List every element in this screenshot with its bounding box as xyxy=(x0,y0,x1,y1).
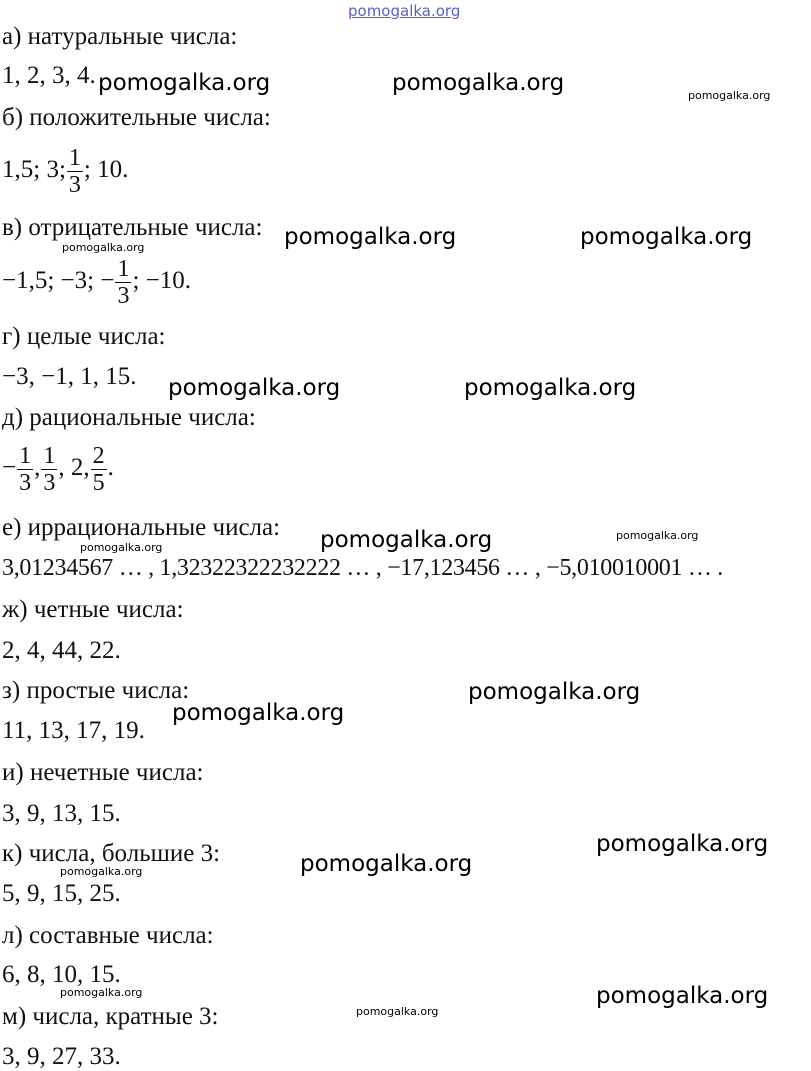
fraction-denominator: 3 xyxy=(19,470,32,496)
fraction-denominator: 3 xyxy=(68,172,81,198)
item-d-sep: , xyxy=(34,454,41,482)
item-z-values: 11, 13, 17, 19. xyxy=(2,717,145,744)
watermark: pomogalka.org xyxy=(320,527,493,553)
watermark: pomogalka.org xyxy=(356,1005,439,1018)
item-m-values: 3, 9, 27, 33. xyxy=(2,1043,121,1070)
item-g-label: г) целые числа: xyxy=(2,323,166,350)
item-d-mid: , 2, xyxy=(58,454,90,482)
item-v-values-after: ; −10. xyxy=(132,267,191,295)
watermark: pomogalka.org xyxy=(60,986,143,999)
watermark: pomogalka.org xyxy=(596,983,769,1009)
item-i-values: 3, 9, 13, 15. xyxy=(2,800,121,827)
item-e-values: 3,01234567 … , 1,32322322232222 … , −17,123456 … , −5,010010001 … . xyxy=(2,555,723,581)
item-a-label: а) натуральные числа: xyxy=(2,23,238,50)
item-v-values-before: −1,5; −3; − xyxy=(2,267,115,295)
item-d-label: д) рациональные числа: xyxy=(2,404,256,431)
fraction xyxy=(115,256,131,309)
fraction xyxy=(91,443,107,496)
item-d-end: . xyxy=(107,454,114,482)
item-m-label: м) числа, кратные 3: xyxy=(2,1003,219,1030)
fraction-denominator: 3 xyxy=(117,283,130,309)
fraction-numerator: 1 xyxy=(19,443,32,469)
item-b-values-after: ; 10. xyxy=(83,156,129,184)
item-e-label: е) иррациональные числа: xyxy=(2,514,281,541)
item-b-values-before: 1,5; 3; xyxy=(2,156,66,184)
fraction-numerator: 1 xyxy=(43,443,56,469)
watermark: pomogalka.org xyxy=(168,375,341,401)
watermark: pomogalka.org xyxy=(62,241,145,254)
item-b-label: б) положительные числа: xyxy=(2,104,271,131)
item-k-values: 5, 9, 15, 25. xyxy=(2,880,121,907)
watermark: pomogalka.org xyxy=(688,89,771,102)
watermark: pomogalka.org xyxy=(596,831,769,857)
item-a-values: 1, 2, 3, 4. xyxy=(2,62,96,89)
item-v-values xyxy=(2,256,191,309)
fraction-numerator: 2 xyxy=(92,443,105,469)
item-d-values xyxy=(2,443,114,496)
watermark: pomogalka.org xyxy=(464,375,637,401)
fraction xyxy=(41,443,57,496)
fraction-numerator: 1 xyxy=(68,145,81,171)
watermark: pomogalka.org xyxy=(580,224,753,250)
fraction xyxy=(67,145,83,198)
watermark: pomogalka.org xyxy=(300,851,473,877)
watermark: pomogalka.org xyxy=(392,70,565,96)
watermark: pomogalka.org xyxy=(616,529,699,542)
watermark: pomogalka.org xyxy=(468,679,641,705)
fraction-denominator: 3 xyxy=(43,470,56,496)
watermark: pomogalka.org xyxy=(172,700,345,726)
item-zh-values: 2, 4, 44, 22. xyxy=(2,637,121,664)
item-k-label: к) числа, большие 3: xyxy=(2,840,221,867)
item-z-label: з) простые числа: xyxy=(2,677,190,704)
fraction-denominator: 5 xyxy=(92,470,105,496)
watermark: pomogalka.org xyxy=(80,541,163,554)
watermark: pomogalka.org xyxy=(284,224,457,250)
item-l-label: л) составные числа: xyxy=(2,922,214,949)
site-header-link[interactable]: pomogalka.org xyxy=(348,2,461,20)
item-l-values: 6, 8, 10, 15. xyxy=(2,961,121,988)
item-d-minus: − xyxy=(2,454,17,482)
item-g-values: −3, −1, 1, 15. xyxy=(2,363,137,390)
fraction-numerator: 1 xyxy=(117,256,130,282)
item-i-label: и) нечетные числа: xyxy=(2,759,204,786)
item-zh-label: ж) четные числа: xyxy=(2,596,184,623)
item-b-values xyxy=(2,145,128,198)
fraction xyxy=(17,443,33,496)
watermark: pomogalka.org xyxy=(98,70,271,96)
watermark: pomogalka.org xyxy=(60,865,143,878)
item-v-label: в) отрицательные числа: xyxy=(2,214,263,241)
